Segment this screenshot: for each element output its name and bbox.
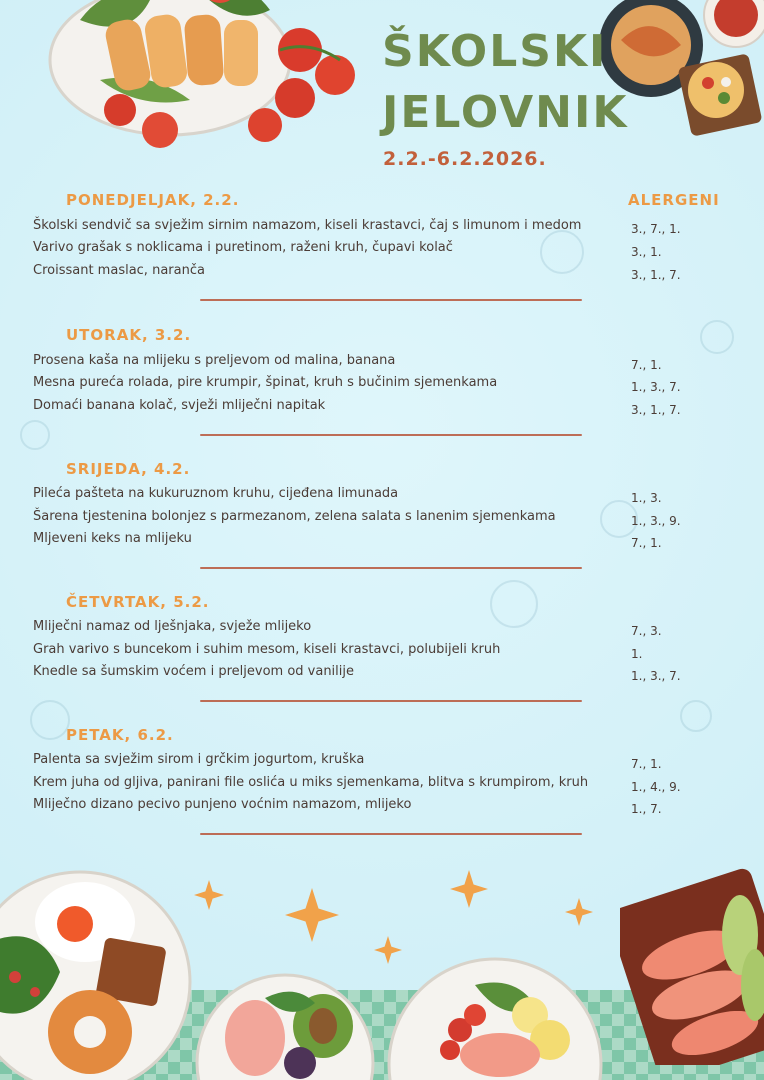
meal-item: Školski sendvič sa svježim sirnim namazom, kiseli krastavci, čaj s limunom i medom bbox=[33, 218, 582, 233]
breakfast-plate-illustration bbox=[0, 862, 200, 1080]
meal-allergens: 7., 1. bbox=[631, 358, 662, 372]
doodle-circle bbox=[680, 700, 712, 732]
meal-allergens: 7., 3. bbox=[631, 624, 662, 638]
meal-allergens: 1., 7. bbox=[631, 802, 662, 816]
meal-item: Palenta sa svježim sirom i grčkim jogurtom, kruška bbox=[33, 752, 365, 767]
doodle-circle bbox=[20, 420, 50, 450]
meal-item: Prosena kaša na mlijeku s preljevom od malina, banana bbox=[33, 353, 396, 368]
doodle-circle bbox=[490, 580, 538, 628]
meal-allergens: 1., 3. bbox=[631, 491, 662, 505]
doodle-circle bbox=[700, 320, 734, 354]
meal-item: Krem juha od gljiva, panirani file oslića u miks sjemenkama, blitva s krumpirom, kruh bbox=[33, 775, 589, 790]
sparkle-icon bbox=[565, 898, 593, 926]
meal-item: Croissant maslac, naranča bbox=[33, 263, 205, 278]
meal-item: Šarena tjestenina bolonjez s parmezanom, zelena salata s lanenim sjemenkama bbox=[33, 509, 556, 524]
day-title-thursday: ČETVRTAK, 5.2. bbox=[66, 593, 210, 611]
day-title-friday: PETAK, 6.2. bbox=[66, 726, 174, 744]
title-line-1: ŠKOLSKI bbox=[382, 26, 608, 77]
divider bbox=[200, 434, 582, 436]
divider bbox=[200, 700, 582, 702]
meal-allergens: 3., 7., 1. bbox=[631, 222, 681, 236]
meal-allergens: 3., 1., 7. bbox=[631, 268, 681, 282]
sparkle-icon bbox=[450, 870, 488, 908]
allergens-header: ALERGENI bbox=[628, 191, 720, 209]
meal-allergens: 1., 3., 9. bbox=[631, 514, 681, 528]
meal-item: Mljeveni keks na mlijeku bbox=[33, 531, 192, 546]
title-line-2: JELOVNIK bbox=[382, 87, 629, 138]
meal-allergens: 7., 1. bbox=[631, 536, 662, 550]
salad-plate-illustration bbox=[40, 0, 360, 170]
meal-item: Pileća pašteta na kukuruznom kruhu, cijeđena limunada bbox=[33, 486, 399, 501]
day-title-wednesday: SRIJEDA, 4.2. bbox=[66, 460, 191, 478]
meal-allergens: 3., 1., 7. bbox=[631, 403, 681, 417]
meal-allergens: 1., 4., 9. bbox=[631, 780, 681, 794]
meal-item: Mesna pureća rolada, pire krumpir, špinat, kruh s bučinim sjemenkama bbox=[33, 375, 498, 390]
doodle-circle bbox=[30, 700, 70, 740]
salad-bowl-illustration bbox=[385, 955, 605, 1080]
meal-item: Grah varivo s buncekom i suhim mesom, kiseli krastavci, polubijeli kruh bbox=[33, 642, 501, 657]
doodle-circle bbox=[540, 230, 584, 274]
meal-allergens: 1., 3., 7. bbox=[631, 669, 681, 683]
divider bbox=[200, 833, 582, 835]
day-title-monday: PONEDJELJAK, 2.2. bbox=[66, 191, 240, 209]
divider bbox=[200, 299, 582, 301]
meal-item: Mliječno dizano pecivo punjeno voćnim namazom, mlijeko bbox=[33, 797, 412, 812]
meal-item: Domaći banana kolač, svježi mliječni napitak bbox=[33, 398, 326, 413]
date-range: 2.2.-6.2.2026. bbox=[383, 148, 547, 170]
meal-item: Varivo grašak s noklicama i puretinom, raženi kruh, čupavi kolač bbox=[33, 240, 453, 255]
meal-allergens: 1., 3., 7. bbox=[631, 380, 681, 394]
meal-allergens: 7., 1. bbox=[631, 757, 662, 771]
salmon-bowl-illustration bbox=[195, 968, 375, 1080]
meal-allergens: 1. bbox=[631, 647, 643, 661]
meal-item: Mliječni namaz od lješnjaka, svježe mlijeko bbox=[33, 619, 312, 634]
meal-allergens: 3., 1. bbox=[631, 245, 662, 259]
divider bbox=[200, 567, 582, 569]
day-title-tuesday: UTORAK, 3.2. bbox=[66, 326, 192, 344]
salmon-board-illustration bbox=[620, 855, 764, 1065]
sparkle-icon bbox=[285, 888, 339, 942]
meal-item: Knedle sa šumskim voćem i preljevom od vanilije bbox=[33, 664, 355, 679]
